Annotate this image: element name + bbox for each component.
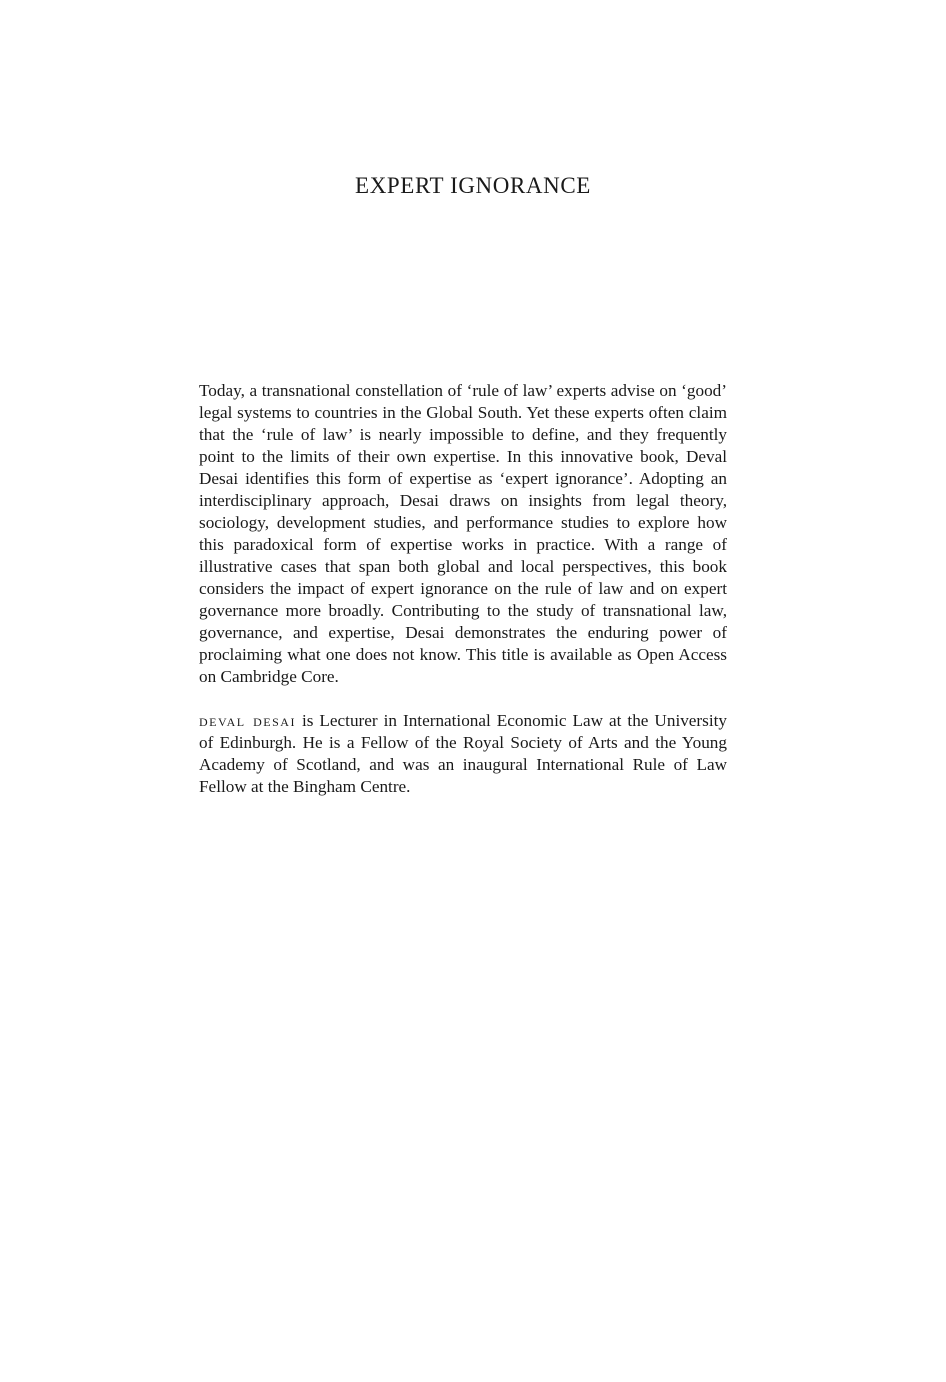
author-bio	[199, 710, 727, 798]
book-title: EXPERT IGNORANCE	[355, 173, 591, 198]
author-name: deval desai	[199, 711, 296, 730]
book-description: Today, a transnational constellation of ‘rule of law’ experts advise on ‘good’ legal systems to countries in the Global South. Yet these experts often claim that the ‘rule of law’ is nearly impossible to define, and they frequently point to the limits of their own expertise. In this innovative book, Deval Desai identifies this form of expertise as ‘expert ignorance’. Adopting an interdisciplinary approach, Desai draws on insights from legal theory, sociology, development studies, and performance studies to explore how this paradoxical form of expertise works in practice. With a range of illustrative cases that span both global and local perspectives, this book considers the impact of expert ignorance on the rule of law and on expert governance more broadly. Contributing to the study of transnational law, governance, and expertise, Desai demonstrates the enduring power of proclaiming what one does not know. This title is available as Open Access on Cambridge Core.	[199, 381, 727, 686]
author-bio-text: is Lecturer in International Economic Law at the University of Edinburgh. He is a Fellow of the Royal Society of Arts and the Young Academy of Scotland, and was an inaugural International Rule of Law Fellow at the Bingham Centre.	[199, 711, 727, 796]
